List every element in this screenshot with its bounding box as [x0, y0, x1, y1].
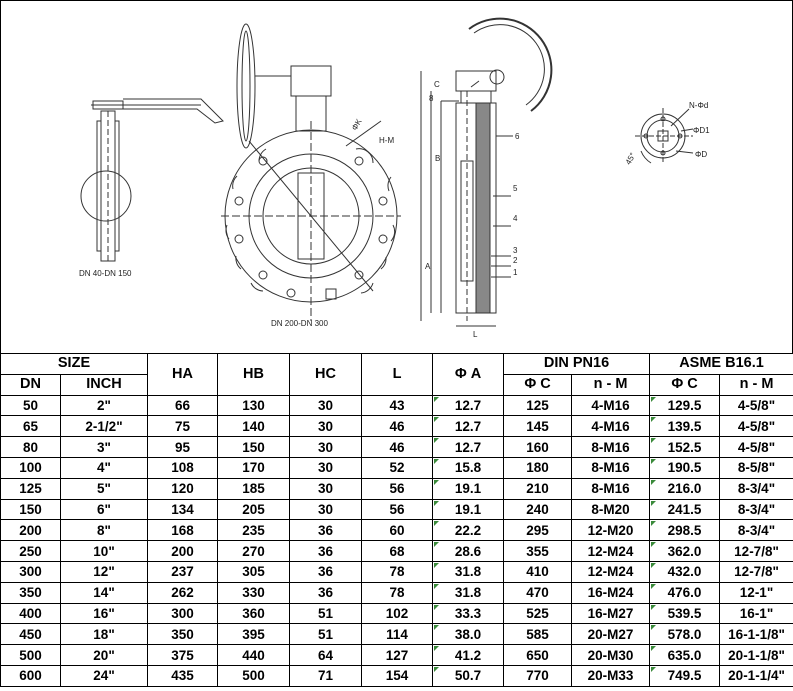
cell-asme-c: 216.0: [650, 478, 720, 499]
header-inch: INCH: [61, 374, 148, 395]
cell-din-nm: 12-M24: [572, 561, 650, 582]
cell-asme-nm: 8-3/4": [720, 499, 793, 520]
cell-inch: 14": [61, 582, 148, 603]
cell-asme-c: 635.0: [650, 645, 720, 666]
cell-din-nm: 16-M27: [572, 603, 650, 624]
cell-din-nm: 12-M20: [572, 520, 650, 541]
header-asme-phic: Φ C: [650, 374, 720, 395]
cell-inch: 2-1/2": [61, 416, 148, 437]
cell-asme-nm: 20-1-1/4": [720, 665, 793, 686]
header-l: L: [362, 354, 433, 396]
callout-hm: H-M: [379, 136, 395, 145]
cell-hb: 440: [218, 645, 290, 666]
caption-small: DN 40-DN 150: [79, 269, 132, 278]
cell-asme-c: 578.0: [650, 624, 720, 645]
cell-inch: 24": [61, 665, 148, 686]
cell-ha: 262: [148, 582, 218, 603]
cell-hc: 30: [290, 416, 362, 437]
cell-asme-c: 539.5: [650, 603, 720, 624]
cell-ha: 95: [148, 437, 218, 458]
cell-ha: 75: [148, 416, 218, 437]
cell-dn: 80: [1, 437, 61, 458]
cell-asme-nm: 12-7/8": [720, 541, 793, 562]
table-row: [1, 624, 793, 645]
cell-l: 56: [362, 499, 433, 520]
cell-asme-nm: 16-1": [720, 603, 793, 624]
header-size: SIZE: [1, 354, 148, 375]
cell-din-c: 525: [504, 603, 572, 624]
cell-inch: 4": [61, 457, 148, 478]
cell-l: 127: [362, 645, 433, 666]
callout-4: 4: [513, 214, 518, 223]
cell-din-c: 180: [504, 457, 572, 478]
cell-phia: 28.6: [433, 541, 504, 562]
cell-asme-c: 749.5: [650, 665, 720, 686]
table-row: [1, 478, 793, 499]
header-hb: HB: [218, 354, 290, 396]
cell-l: 114: [362, 624, 433, 645]
cell-din-c: 470: [504, 582, 572, 603]
header-din-pn16: DIN PN16: [504, 354, 650, 375]
cell-hb: 270: [218, 541, 290, 562]
cell-din-c: 585: [504, 624, 572, 645]
cell-asme-nm: 8-5/8": [720, 457, 793, 478]
cell-hc: 36: [290, 520, 362, 541]
cell-din-c: 125: [504, 395, 572, 416]
cell-phia: 12.7: [433, 437, 504, 458]
callout-b: B: [435, 154, 441, 163]
cell-din-nm: 8-M16: [572, 457, 650, 478]
cell-asme-nm: 4-5/8": [720, 416, 793, 437]
cell-dn: 400: [1, 603, 61, 624]
cell-dn: 125: [1, 478, 61, 499]
table-row: [1, 416, 793, 437]
cell-hb: 130: [218, 395, 290, 416]
cell-ha: 108: [148, 457, 218, 478]
cell-ha: 375: [148, 645, 218, 666]
cell-l: 43: [362, 395, 433, 416]
table-row: [1, 457, 793, 478]
cell-asme-c: 152.5: [650, 437, 720, 458]
cell-l: 102: [362, 603, 433, 624]
cell-hc: 30: [290, 457, 362, 478]
cell-phia: 33.3: [433, 603, 504, 624]
cell-din-c: 295: [504, 520, 572, 541]
cell-din-c: 160: [504, 437, 572, 458]
cell-phia: 12.7: [433, 416, 504, 437]
cell-hc: 36: [290, 561, 362, 582]
cell-l: 46: [362, 416, 433, 437]
cell-asme-nm: 12-1": [720, 582, 793, 603]
cell-phia: 19.1: [433, 499, 504, 520]
cell-inch: 5": [61, 478, 148, 499]
flange-top-view: [624, 101, 710, 166]
cell-hc: 30: [290, 437, 362, 458]
cell-hc: 36: [290, 541, 362, 562]
cell-hb: 185: [218, 478, 290, 499]
cell-inch: 20": [61, 645, 148, 666]
cell-inch: 12": [61, 561, 148, 582]
cell-inch: 10": [61, 541, 148, 562]
cell-ha: 435: [148, 665, 218, 686]
cell-asme-c: 476.0: [650, 582, 720, 603]
cell-l: 78: [362, 561, 433, 582]
cell-dn: 450: [1, 624, 61, 645]
cell-hb: 150: [218, 437, 290, 458]
cell-phia: 38.0: [433, 624, 504, 645]
table-row: [1, 561, 793, 582]
cell-l: 46: [362, 437, 433, 458]
cell-hc: 30: [290, 499, 362, 520]
cell-din-nm: 4-M16: [572, 395, 650, 416]
cell-hc: 71: [290, 665, 362, 686]
cell-din-c: 145: [504, 416, 572, 437]
header-phi-a: Φ A: [433, 354, 504, 396]
table-row: [1, 603, 793, 624]
cell-din-nm: 8-M16: [572, 478, 650, 499]
cell-asme-c: 241.5: [650, 499, 720, 520]
cell-phia: 19.1: [433, 478, 504, 499]
cell-l: 52: [362, 457, 433, 478]
table-body: [1, 395, 793, 686]
cell-phia: 15.8: [433, 457, 504, 478]
header-hc: HC: [290, 354, 362, 396]
callout-c: C: [434, 80, 440, 89]
cell-phia: 22.2: [433, 520, 504, 541]
cell-din-c: 650: [504, 645, 572, 666]
cell-hc: 51: [290, 624, 362, 645]
cell-dn: 150: [1, 499, 61, 520]
table-header-row-1: [1, 354, 793, 375]
table-row: [1, 645, 793, 666]
cell-ha: 168: [148, 520, 218, 541]
callout-phid: ΦD: [695, 150, 708, 159]
cell-hb: 205: [218, 499, 290, 520]
header-din-nm: n - M: [572, 374, 650, 395]
valve-drawing: [1, 1, 793, 355]
cell-dn: 600: [1, 665, 61, 686]
cell-phia: 12.7: [433, 395, 504, 416]
cell-dn: 350: [1, 582, 61, 603]
cell-hc: 30: [290, 478, 362, 499]
cell-hb: 500: [218, 665, 290, 686]
header-dn: DN: [1, 374, 61, 395]
table-row: [1, 541, 793, 562]
cell-din-c: 410: [504, 561, 572, 582]
callout-l: L: [473, 330, 478, 339]
cell-ha: 66: [148, 395, 218, 416]
callout-1: 1: [513, 268, 518, 277]
cell-hb: 140: [218, 416, 290, 437]
cell-din-nm: 8-M20: [572, 499, 650, 520]
caption-large: DN 200-DN 300: [271, 319, 328, 328]
large-valve-front-view: [221, 24, 401, 328]
callout-5: 5: [513, 184, 518, 193]
cell-dn: 200: [1, 520, 61, 541]
cell-hc: 36: [290, 582, 362, 603]
header-asme-nm: n - M: [720, 374, 793, 395]
dimension-table: [0, 353, 793, 687]
cell-hb: 360: [218, 603, 290, 624]
cell-din-c: 355: [504, 541, 572, 562]
cell-inch: 18": [61, 624, 148, 645]
cell-asme-c: 129.5: [650, 395, 720, 416]
callout-45deg: 45°: [623, 151, 638, 167]
cell-inch: 8": [61, 520, 148, 541]
cell-inch: 2": [61, 395, 148, 416]
cell-hb: 170: [218, 457, 290, 478]
callout-phid1: ΦD1: [693, 126, 710, 135]
cell-l: 56: [362, 478, 433, 499]
cell-asme-nm: 8-3/4": [720, 520, 793, 541]
cell-hb: 305: [218, 561, 290, 582]
cell-phia: 50.7: [433, 665, 504, 686]
cell-asme-nm: 8-3/4": [720, 478, 793, 499]
callout-phik: ΦK: [349, 117, 364, 132]
cell-asme-nm: 4-5/8": [720, 437, 793, 458]
cell-din-c: 770: [504, 665, 572, 686]
cell-inch: 3": [61, 437, 148, 458]
cell-din-nm: 4-M16: [572, 416, 650, 437]
cell-hb: 330: [218, 582, 290, 603]
cell-din-c: 240: [504, 499, 572, 520]
table-row: [1, 520, 793, 541]
callout-a: A: [425, 262, 431, 271]
cell-din-nm: 20-M27: [572, 624, 650, 645]
header-asme-b16-1: ASME B16.1: [650, 354, 793, 375]
cell-hb: 395: [218, 624, 290, 645]
header-din-phic: Φ C: [504, 374, 572, 395]
cell-din-nm: 12-M24: [572, 541, 650, 562]
cell-l: 78: [362, 582, 433, 603]
cell-dn: 500: [1, 645, 61, 666]
cell-din-nm: 20-M33: [572, 665, 650, 686]
cell-dn: 50: [1, 395, 61, 416]
cell-ha: 237: [148, 561, 218, 582]
table-row: [1, 665, 793, 686]
cell-l: 68: [362, 541, 433, 562]
callout-n-phid: N-Φd: [689, 101, 709, 110]
cell-ha: 200: [148, 541, 218, 562]
cell-inch: 16": [61, 603, 148, 624]
cell-l: 60: [362, 520, 433, 541]
cell-hc: 30: [290, 395, 362, 416]
cell-asme-c: 139.5: [650, 416, 720, 437]
cell-din-c: 210: [504, 478, 572, 499]
cell-din-nm: 20-M30: [572, 645, 650, 666]
small-valve-side-view: [79, 99, 223, 278]
cell-phia: 31.8: [433, 561, 504, 582]
callout-6: 6: [515, 132, 520, 141]
callout-3: 3: [513, 246, 518, 255]
callout-8: 8: [429, 94, 434, 103]
header-ha: HA: [148, 354, 218, 396]
cell-asme-nm: 4-5/8": [720, 395, 793, 416]
cell-asme-nm: 12-7/8": [720, 561, 793, 582]
table-row: [1, 499, 793, 520]
cell-din-nm: 16-M24: [572, 582, 650, 603]
table-row: [1, 395, 793, 416]
cell-din-nm: 8-M16: [572, 437, 650, 458]
cell-phia: 31.8: [433, 582, 504, 603]
cell-hc: 51: [290, 603, 362, 624]
cell-hc: 64: [290, 645, 362, 666]
cell-ha: 134: [148, 499, 218, 520]
cell-dn: 300: [1, 561, 61, 582]
cell-hb: 235: [218, 520, 290, 541]
cell-ha: 120: [148, 478, 218, 499]
cell-asme-c: 432.0: [650, 561, 720, 582]
cell-asme-c: 190.5: [650, 457, 720, 478]
cell-asme-c: 298.5: [650, 520, 720, 541]
cell-inch: 6": [61, 499, 148, 520]
callout-2: 2: [513, 256, 518, 265]
cell-ha: 300: [148, 603, 218, 624]
cell-dn: 65: [1, 416, 61, 437]
table-row: [1, 582, 793, 603]
cell-asme-nm: 16-1-1/8": [720, 624, 793, 645]
cell-asme-c: 362.0: [650, 541, 720, 562]
cell-phia: 41.2: [433, 645, 504, 666]
section-side-view: [421, 19, 551, 339]
cell-dn: 100: [1, 457, 61, 478]
cell-asme-nm: 20-1-1/8": [720, 645, 793, 666]
cell-l: 154: [362, 665, 433, 686]
cell-dn: 250: [1, 541, 61, 562]
table-row: [1, 437, 793, 458]
cell-ha: 350: [148, 624, 218, 645]
